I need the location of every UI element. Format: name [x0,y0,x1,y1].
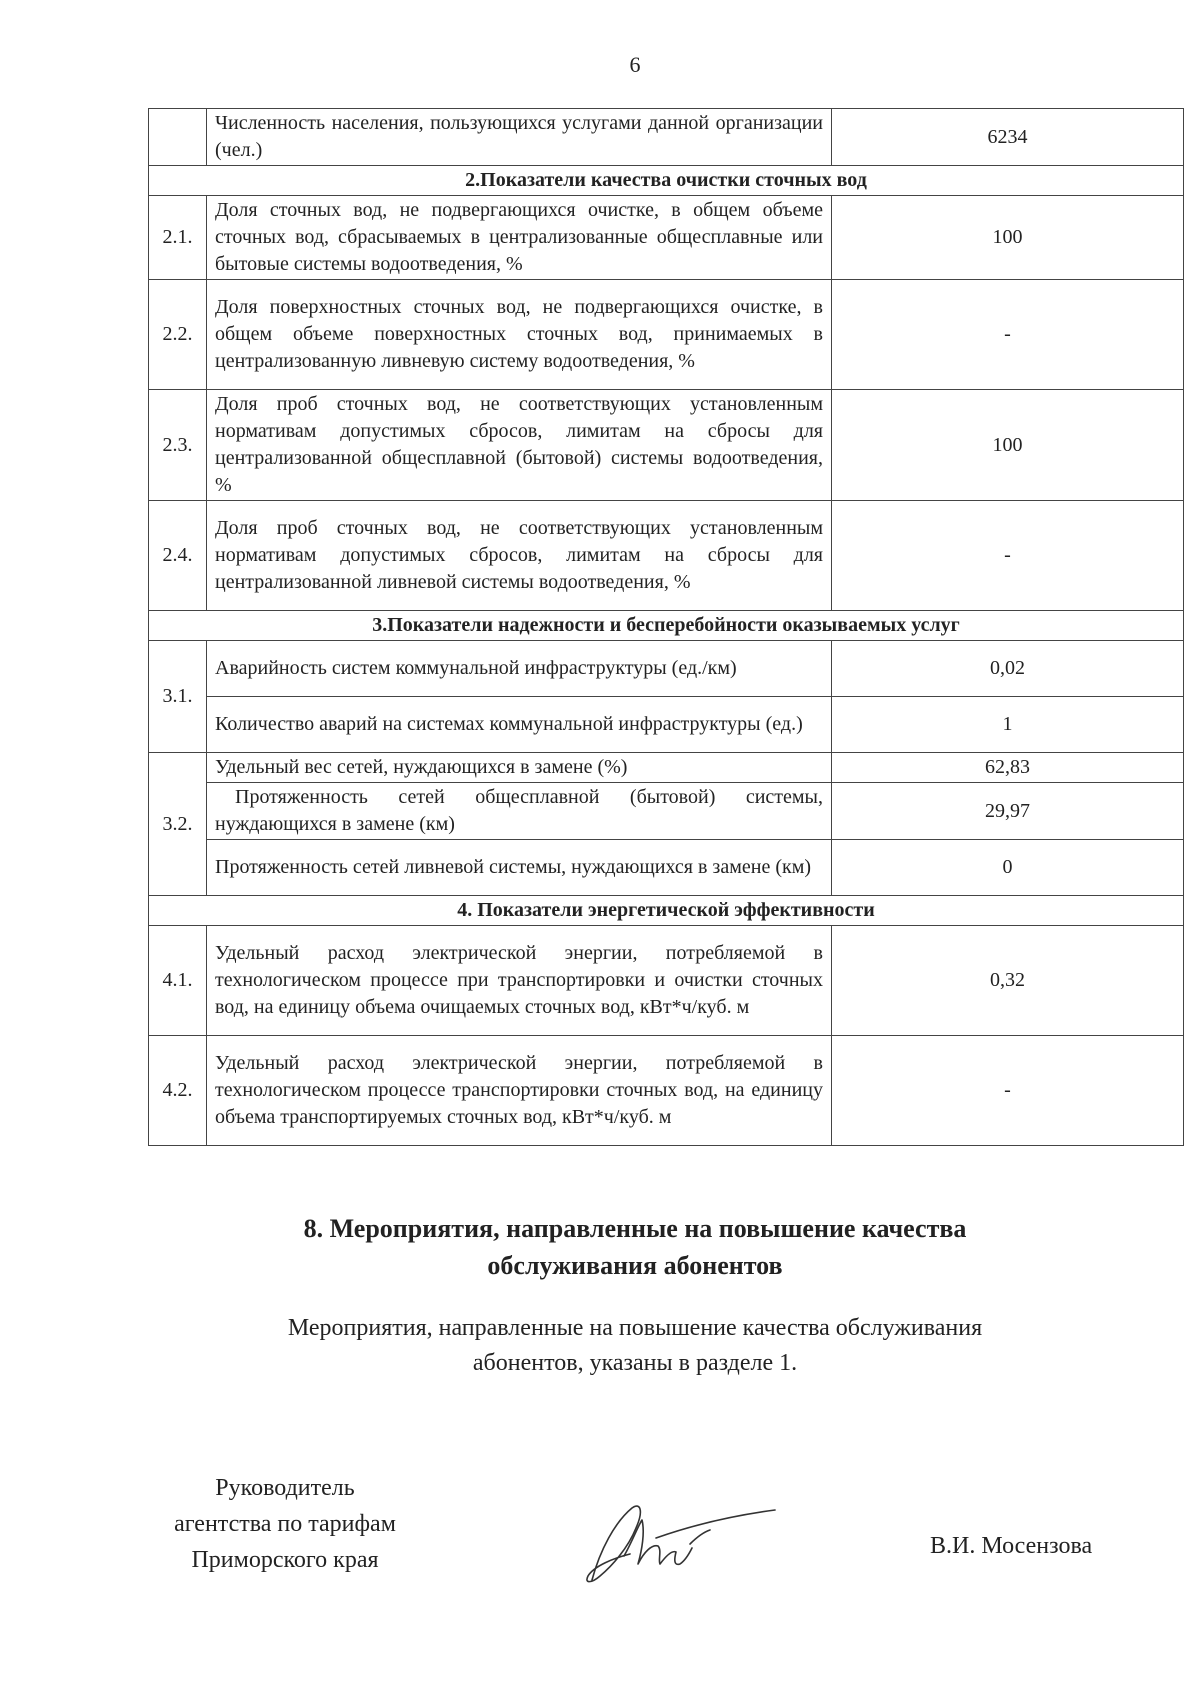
table-row [149,501,1184,611]
table-row [149,753,1184,783]
section-8-text-line2: абонентов, указаны в разделе 1. [472,1350,798,1376]
row-number: 3.1. [149,641,207,753]
row-label: Доля поверхностных сточных вод, не подвергающихся очистке, в общем объеме поверхностных сточных вод, принимаемых в централизованную ливневую систему водоотведения, % [207,280,832,390]
table-row [149,783,1184,840]
row-label: Аварийность систем коммунальной инфраструктуры (ед./км) [207,641,832,697]
row-value: 0,02 [832,641,1184,697]
row-value: 100 [832,196,1184,280]
indicators-table [148,108,1184,1146]
section-8-text-line1: Мероприятия, направленные на повышение качества обслуживания [287,1315,983,1341]
row-label: Доля проб сточных вод, не соответствующих установленным нормативам допустимых сбросов, лимитам на сбросы для централизованной ливневой системы водоотведения, % [207,501,832,611]
row-value: 62,83 [832,753,1184,783]
signatory-title-line3: Приморского края [191,1547,379,1573]
row-value: 1 [832,697,1184,753]
table-row [149,109,1184,166]
row-value: 0 [832,840,1184,896]
row-label: Доля сточных вод, не подвергающихся очистке, в общем объеме сточных вод, сбрасываемых в централизованные общесплавные или бытовые системы водоотведения, % [207,196,832,280]
row-value: - [832,501,1184,611]
row-number: 3.2. [149,753,207,896]
row-value: 0,32 [832,926,1184,1036]
row-label: Удельный расход электрической энергии, потребляемой в технологическом процессе транспортировки сточных вод, на единицу объема транспортируемых сточных вод, кВт*ч/куб. м [207,1036,832,1146]
signatory-title [140,1470,430,1578]
page-number: 6 [629,52,641,77]
row-label: Доля проб сточных вод, не соответствующих установленным нормативам допустимых сбросов, лимитам на сбросы для централизованной общесплавной (бытовой) системы водоотведения, % [207,390,832,501]
row-number [149,109,207,166]
row-label: Количество аварий на системах коммунальной инфраструктуры (ед.) [207,697,832,753]
row-label: Численность населения, пользующихся услугами данной организации (чел.) [207,109,832,166]
section-header-row [149,611,1184,641]
signatory-name: В.И. Мосензова [930,1533,1093,1559]
row-value: 29,97 [832,783,1184,840]
row-number: 4.2. [149,1036,207,1146]
table-row [149,1036,1184,1146]
signatory-title-line2: агентства по тарифам [174,1511,396,1537]
table-row [149,697,1184,753]
row-value: - [832,1036,1184,1146]
row-number: 2.1. [149,196,207,280]
section-3-title: 3.Показатели надежности и бесперебойности оказываемых услуг [149,611,1184,641]
section-8-text [0,1311,1200,1381]
table-row [149,926,1184,1036]
row-label: Протяженность сетей общесплавной (бытовой) системы, нуждающихся в замене (км) [207,783,832,840]
row-label: Удельный расход электрической энергии, потребляемой в технологическом процессе при транспортировки и очистки сточных вод, на единицу объема очищаемых сточных вод, кВт*ч/куб. м [207,926,832,1036]
section-header-row [149,896,1184,926]
table-row [149,196,1184,280]
table-row [149,280,1184,390]
table-row [149,390,1184,501]
row-number: 2.2. [149,280,207,390]
handwritten-signature [570,1480,790,1610]
row-number: 2.3. [149,390,207,501]
row-number: 4.1. [149,926,207,1036]
section-2-title: 2.Показатели качества очистки сточных вод [149,166,1184,196]
section-8-heading-line1: 8. Мероприятия, направленные на повышение качества [303,1214,967,1243]
row-value: 100 [832,390,1184,501]
table-row [149,641,1184,697]
section-8-heading-line2: обслуживания абонентов [487,1251,783,1280]
row-label: Протяженность сетей ливневой системы, нуждающихся в замене (км) [207,840,832,896]
row-value: 6234 [832,109,1184,166]
section-8-heading [0,1210,1200,1284]
row-number: 2.4. [149,501,207,611]
row-value: - [832,280,1184,390]
section-4-title: 4. Показатели энергетической эффективности [149,896,1184,926]
signatory-title-line1: Руководитель [215,1475,355,1501]
table-row [149,840,1184,896]
row-label: Удельный вес сетей, нуждающихся в замене (%) [207,753,832,783]
section-header-row [149,166,1184,196]
